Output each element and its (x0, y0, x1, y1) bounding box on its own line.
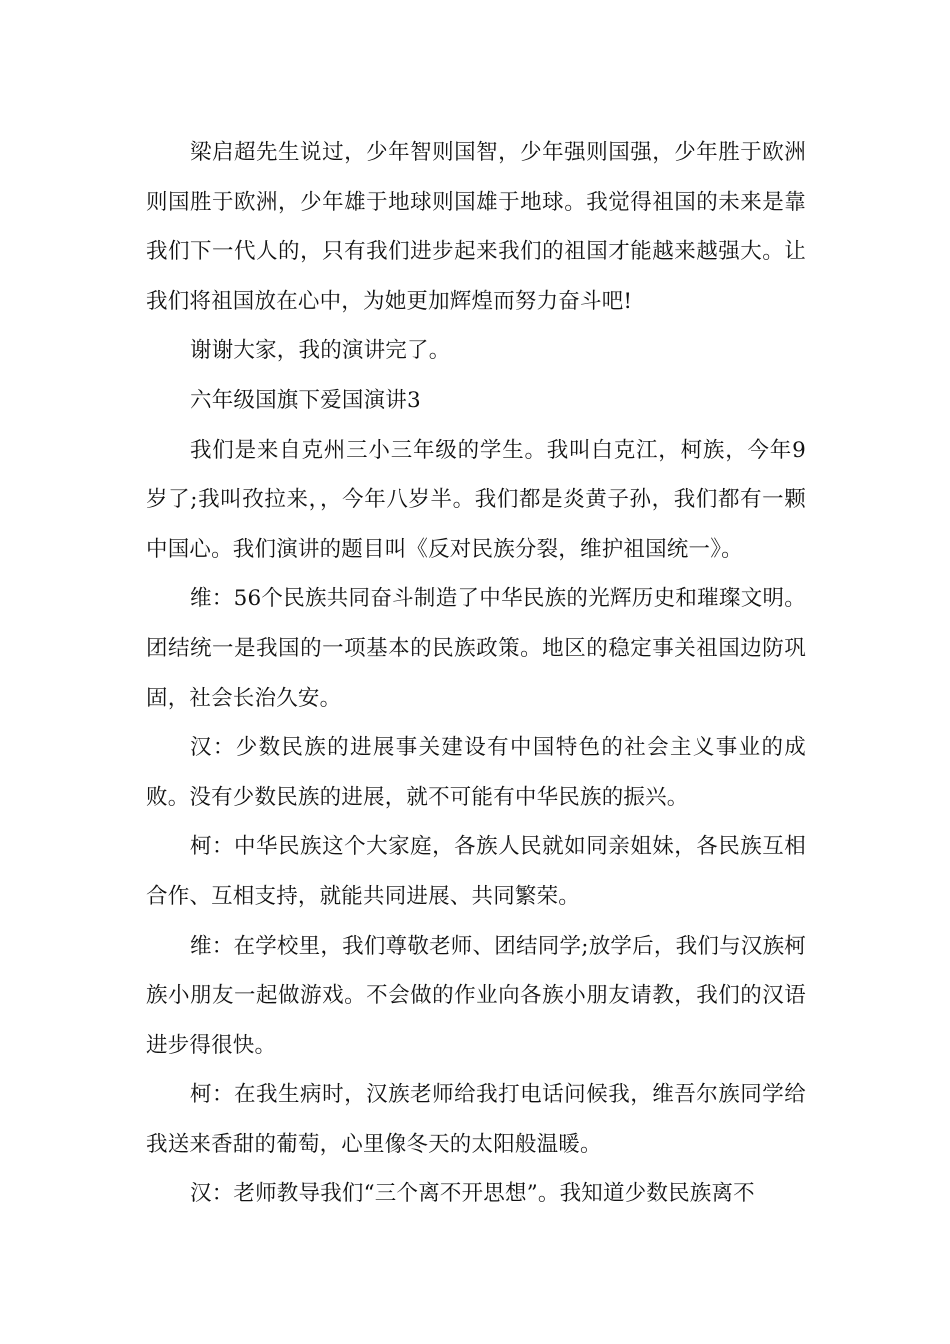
paragraph-introduction: 我们是来自克州三小三年级的学生。我叫白克江，柯族，今年9岁了;我叫孜拉来，，今年八岁半。我们都是炎黄子孙，我们都有一颗中国心。我们演讲的题目叫《反对民族分裂，维护祖国统一》。 (146, 437, 806, 562)
paragraph-han-2: 汉：老师教导我们“三个离不开思想”。我知道少数民族离不 (190, 1181, 755, 1207)
section-heading: 六年级国旗下爱国演讲3 (190, 387, 421, 413)
paragraph-ke-2: 柯：在我生病时，汉族老师给我打电话问候我，维吾尔族同学给我送来香甜的葡萄，心里像冬天的太阳般温暖。 (146, 1082, 806, 1157)
paragraph-wei-1: 维：56个民族共同奋斗制造了中华民族的光辉历史和璀璨文明。团结统一是我国的一项基本的民族政策。地区的稳定事关祖国边防巩固，社会长治久安。 (146, 586, 806, 711)
paragraph-han-1: 汉：少数民族的进展事关建设有中国特色的社会主义事业的成败。没有少数民族的进展，就不可能有中华民族的振兴。 (146, 735, 806, 810)
paragraph-wei-2: 维：在学校里，我们尊敬老师、团结同学;放学后，我们与汉族柯族小朋友一起做游戏。不会做的作业向各族小朋友请教，我们的汉语进步得很快。 (146, 933, 806, 1058)
paragraph-liang-qichao-quote: 梁启超先生说过，少年智则国智，少年强则国强，少年胜于欧洲则国胜于欧洲，少年雄于地球则国雄于地球。我觉得祖国的未来是靠我们下一代人的，只有我们进步起来我们的祖国才能越来越强大。让我们将祖国放在心中，为她更加辉煌而努力奋斗吧! (146, 140, 806, 314)
paragraph-ke-1: 柯：中华民族这个大家庭，各族人民就如同亲姐妹，各民族互相合作、互相支持，就能共同进展、共同繁荣。 (146, 834, 806, 909)
paragraph-thanks: 谢谢大家，我的演讲完了。 (190, 338, 451, 364)
document-body (146, 128, 806, 1219)
